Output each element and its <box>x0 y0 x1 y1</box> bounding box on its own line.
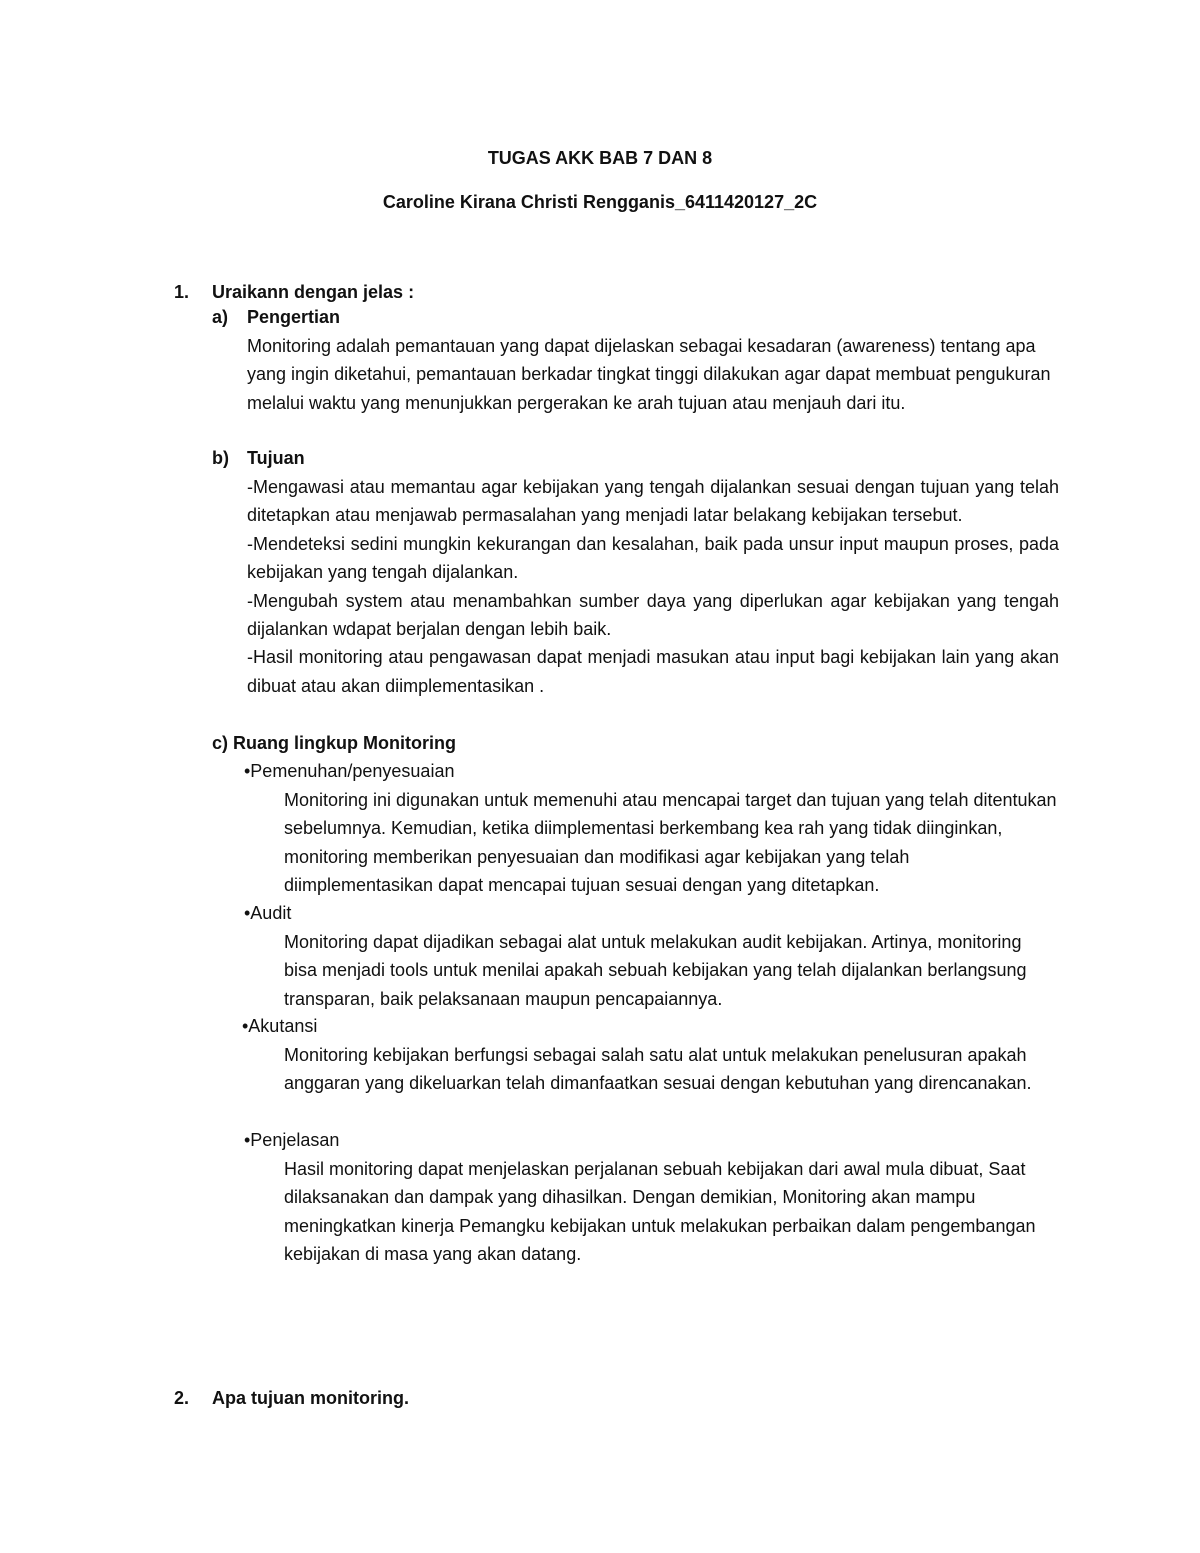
akutansi-paragraph: Monitoring kebijakan berfungsi sebagai salah satu alat untuk melakukan penelusuran apakah anggaran yang dikeluarkan telah dimanfaatkan sesuai dengan kebutuhan yang direncanakan. <box>284 1045 1032 1094</box>
bullet-audit-label: •Audit <box>244 903 292 923</box>
section-c-heading: c) Ruang lingkup Monitoring <box>212 733 456 753</box>
document-title: TUGAS AKK BAB 7 DAN 8 <box>487 148 713 168</box>
audit-paragraph: Monitoring dapat dijadikan sebagai alat untuk melakukan audit kebijakan. Artinya, monitoring bisa menjadi tools untuk menilai apakah sebuah kebijakan yang telah dijalankan berlangsung transparan, baik pelaksanaan maupun pencapaiannya. <box>284 932 1027 1009</box>
question-1-text: Uraikann dengan jelas : <box>212 282 415 302</box>
question-2-text: Apa tujuan monitoring. <box>212 1388 409 1408</box>
bullet-penjelasan-label: •Penjelasan <box>244 1130 340 1150</box>
section-b-heading: Tujuan <box>247 448 305 468</box>
section-b-label: b) <box>212 448 229 468</box>
bullet-pemenuhan-body <box>284 786 1059 900</box>
bullet-audit-body <box>284 928 1059 1013</box>
pengertian-paragraph: Monitoring adalah pemantauan yang dapat dijelaskan sebagai kesadaran (awareness) tentang apa yang ingin diketahui, pemantauan berkadar tingkat tinggi dilakukan agar dapat membuat pengukuran melalui waktu yang menunjukkan pergerakan ke arah tujuan atau menjauh dari itu. <box>247 336 1051 413</box>
bullet-akutansi-label: •Akutansi <box>242 1016 318 1036</box>
section-a-heading: Pengertian <box>247 307 341 327</box>
bullet-penjelasan-body <box>284 1155 1059 1269</box>
question-2-number: 2. <box>174 1388 190 1408</box>
question-1-number: 1. <box>174 282 190 302</box>
bullet-akutansi-body <box>284 1041 1059 1098</box>
section-b-body <box>247 473 1059 700</box>
author-line: Caroline Kirana Christi Rengganis_6411420127_2C <box>382 192 818 212</box>
bullet-pemenuhan-label: •Pemenuhan/penyesuaian <box>244 761 455 781</box>
pemenuhan-paragraph: Monitoring ini digunakan untuk memenuhi atau mencapai target dan tujuan yang telah ditentukan sebelumnya. Kemudian, ketika diimplementasi berkembang kea rah yang tidak diinginkan, monitoring memberikan penyesuaian dan modifikasi agar kebijakan yang telah diimplementasikan dapat mencapai tujuan sesuai dengan yang ditetapkan. <box>284 790 1057 896</box>
tujuan-item-3: -Mengubah system atau menambahkan sumber daya yang diperlukan agar kebijakan yang tengah dijalankan wdapat berjalan dengan lebih baik. <box>247 590 1059 640</box>
tujuan-item-4: -Hasil monitoring atau pengawasan dapat menjadi masukan atau input bagi kebijakan lain yang akan dibuat atau akan diimplementasikan . <box>247 647 1059 696</box>
tujuan-item-2: -Mendeteksi sedini mungkin kekurangan dan kesalahan, baik pada unsur input maupun proses, pada kebijakan yang tengah dijalankan. <box>247 533 1059 583</box>
section-a-label: a) <box>212 307 229 327</box>
penjelasan-paragraph: Hasil monitoring dapat menjelaskan perjalanan sebuah kebijakan dari awal mula dibuat, Saat dilaksanakan dan dampak yang dihasilkan. Dengan demikian, Monitoring akan mampu meningkatkan kinerja Pemangku kebijakan untuk melakukan perbaikan dalam pengembangan kebijakan di masa yang akan datang. <box>284 1159 1036 1265</box>
tujuan-item-1: -Mengawasi atau memantau agar kebijakan yang tengah dijalankan sesuai dengan tujuan yang telah ditetapkan atau menjawab permasalahan yang menjadi latar belakang kebijakan tersebut. <box>247 477 1059 526</box>
section-a-body <box>247 332 1059 417</box>
